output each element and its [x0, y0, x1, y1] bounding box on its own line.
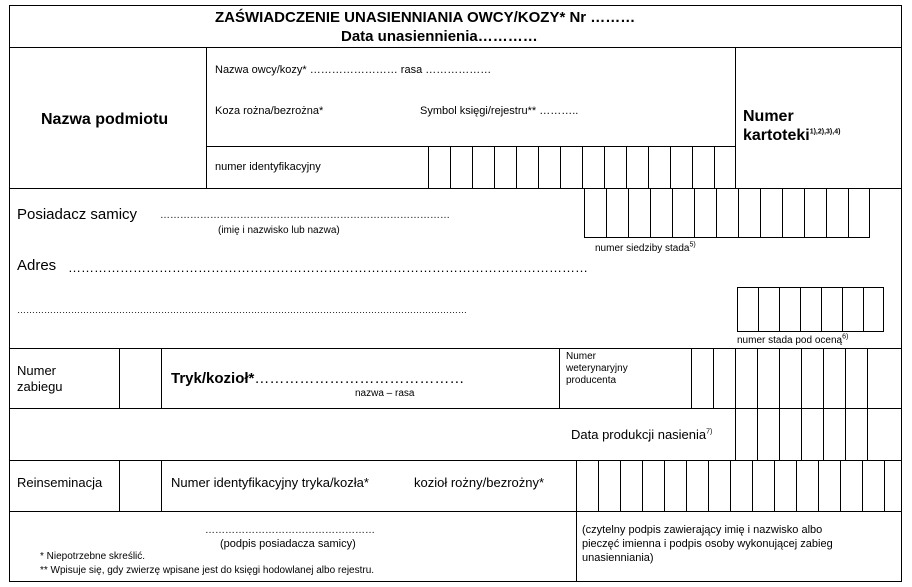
vet-number-label-2: weterynaryjny	[566, 363, 628, 374]
vet-number-label-3: producenta	[566, 375, 617, 386]
semen-date-boxes[interactable]	[735, 408, 889, 460]
id-number-label: numer identyfikacyjny	[215, 161, 321, 173]
ram-sublabel: nazwa – rasa	[355, 388, 415, 399]
file-number-label-2: kartoteki$^{1),2),3),4)}$	[743, 127, 841, 144]
entity-name-label: Nazwa podmiotu	[41, 111, 169, 128]
footnote-1: * Niepotrzebne skreślić.	[40, 551, 146, 562]
procedure-number-label-2: zabiegu	[17, 379, 63, 394]
owner-sublabel: (imię i nazwisko lub nazwa)	[218, 225, 340, 236]
herd-eval-boxes[interactable]	[737, 287, 884, 332]
file-number-label-1: Numer	[743, 108, 794, 125]
footnote-2: ** Wpisuje się, gdy zwierzę wpisane jest do księgi hodowlanej albo rejestru.	[40, 565, 375, 576]
inseminator-signature-line-2: pieczęć imienna i podpis osoby wykonującej zabieg	[582, 538, 833, 550]
owner-label: Posiadacz samicy	[17, 206, 138, 223]
horned-status-field[interactable]: Koza rożna/bezrożna*	[215, 105, 324, 117]
insemination-date-title: Data unasiennienia…………	[341, 28, 538, 45]
ram-label: Tryk/kozioł*……………………………………	[171, 370, 465, 387]
herd-eval-label: numer stada pod oceną$^{6)}$	[737, 333, 849, 346]
owner-field[interactable]: ……………………………………………………………………………	[160, 210, 450, 221]
address-label: Adres	[17, 257, 57, 274]
herd-seat-boxes[interactable]	[584, 188, 870, 238]
inseminator-signature-line-1: (czytelny podpis zawierający imię i nazwisko albo	[582, 524, 823, 536]
address-field[interactable]: …………………………………………………………………………………………………………	[68, 260, 588, 275]
form-title: ZAŚWIADCZENIE UNASIENNIANIA OWCY/KOZY* Nr ………	[215, 9, 636, 26]
file-number-footnote: 1),2),3),4)	[809, 128, 841, 136]
id-number-boxes[interactable]	[428, 146, 736, 188]
herd-seat-label: numer siedziby stada$^{5)}$	[595, 241, 696, 254]
owner-signature-label: (podpis posiadacza samicy)	[220, 538, 356, 550]
insemination-certificate-form	[9, 5, 902, 582]
inseminator-signature-line-3: unasienniania)	[582, 552, 654, 564]
reinsemination-horned-label: kozioł rożny/bezrożny*	[414, 475, 545, 490]
animal-name-field[interactable]: Nazwa owcy/kozy* …………………… rasa ………………	[215, 64, 492, 76]
book-symbol-field[interactable]: Symbol księgi/rejestru** ………..	[420, 105, 579, 117]
vet-number-boxes[interactable]	[691, 348, 889, 408]
address-field-2[interactable]: ……………………………………………………………………………………………………………………………………	[17, 305, 467, 315]
semen-date-label: Data produkcji nasienia$^{7)}$	[571, 427, 713, 442]
ram-id-boxes[interactable]	[576, 460, 906, 511]
reinsemination-label: Reinseminacja	[17, 475, 103, 490]
procedure-number-label-1: Numer	[17, 363, 57, 378]
ram-id-label: Numer identyfikacyjny tryka/kozła*	[171, 475, 369, 490]
vet-number-label-1: Numer	[566, 351, 597, 362]
owner-signature-field[interactable]: ……………………………………………	[205, 525, 375, 536]
